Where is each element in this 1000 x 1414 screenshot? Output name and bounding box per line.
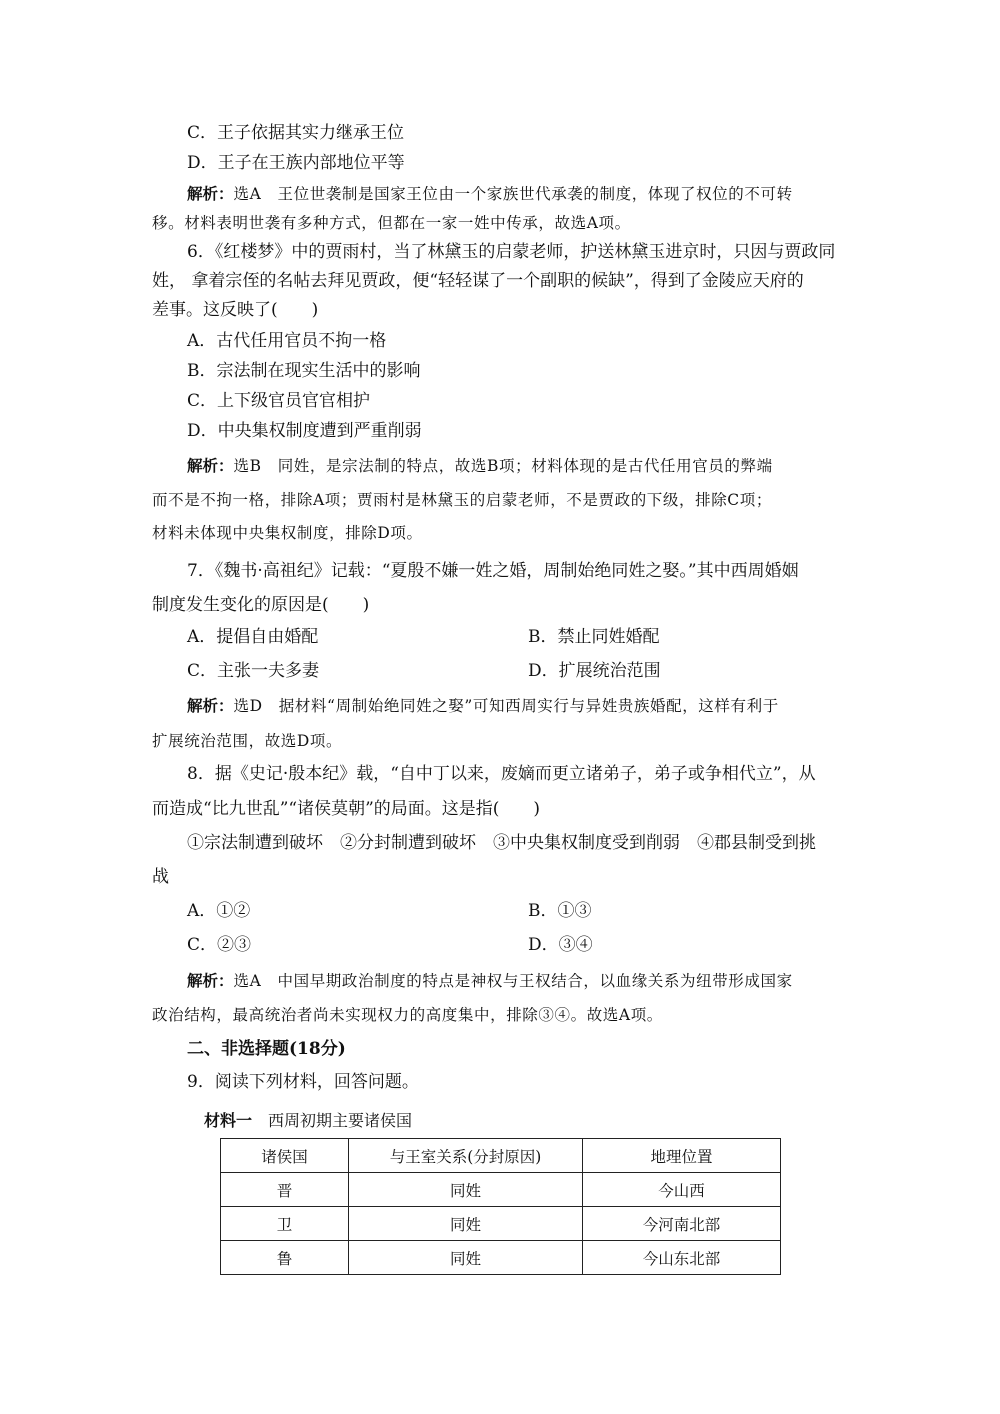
q8-analysis-line1: 解析：选A 中国早期政治制度的特点是神权与王权结合，以血缘关系为纽带形成国家: [187, 971, 793, 990]
q5-option-d: D．王子在王族内部地位平等: [187, 153, 405, 173]
material-caption: [204, 1108, 412, 1131]
table-cell: 鲁: [221, 1241, 349, 1275]
table-cell: 同姓: [349, 1241, 583, 1275]
material-label: 材料一: [204, 1111, 253, 1130]
table-cell: 卫: [221, 1207, 349, 1241]
table-cell: 同姓: [349, 1173, 583, 1207]
q6-option-c: C．上下级官员官官相护: [187, 391, 371, 411]
q7-analysis-line2: 扩展统治范围，故选D项。: [152, 732, 343, 750]
q6-analysis-line3: 材料未体现中央集权制度，排除D项。: [152, 524, 423, 542]
q7-options-row2: [187, 660, 887, 682]
q7-option-c: C．主张一夫多妻: [187, 661, 320, 681]
q8-option-d: D．③④: [528, 935, 593, 955]
table-row: [221, 1207, 781, 1241]
q6-option-a: A．古代任用官员不拘一格: [187, 331, 387, 351]
table-row: [221, 1173, 781, 1207]
q5-analysis-line1: 解析：选A 王位世袭制是国家王位由一个家族世代承袭的制度，体现了权位的不可转: [187, 184, 793, 203]
q6-stem-line1: 6．《红楼梦》中的贾雨村，当了林黛玉的启蒙老师，护送林黛玉进京时，只因与贾政同: [187, 242, 836, 262]
q6-option-b: B．宗法制在现实生活中的影响: [187, 361, 421, 381]
material-title: 西周初期主要诸侯国: [252, 1111, 413, 1130]
q6-stem-line2: 姓， 拿着宗侄的名帖去拜见贾政，便“轻轻谋了一个副职的候缺”，得到了金陵应天府的: [152, 271, 804, 291]
table-cell: 今山西: [583, 1173, 781, 1207]
q7-stem-line2: 制度发生变化的原因是( ): [152, 595, 370, 615]
q8-analysis-line2: 政治结构，最高统治者尚未实现权力的高度集中，排除③④。故选A项。: [152, 1006, 663, 1024]
q8-stem-line2: 而造成“比九世乱”“诸侯莫朝”的局面。这是指( ): [152, 799, 541, 819]
q8-stem-line1: 8．据《史记·殷本纪》载，“自中丁以来，废嫡而更立诸弟子，弟子或争相代立”，从: [187, 764, 816, 784]
q8-stem-line4: 战: [152, 867, 169, 887]
q8-options-row2: [187, 934, 887, 956]
q8-options-row1: [187, 900, 887, 922]
q6-analysis-line2: 而不是不拘一格，排除A项；贾雨村是林黛玉的启蒙老师，不是贾政的下级，排除C项；: [152, 491, 772, 509]
q8-option-a: A．①②: [187, 901, 251, 921]
q9-stem: 9．阅读下列材料，回答问题。: [187, 1072, 419, 1092]
q7-options-row1: [187, 626, 887, 648]
q6-option-d: D．中央集权制度遭到严重削弱: [187, 421, 422, 441]
table-header-cell: 诸侯国: [221, 1139, 349, 1173]
table-row: [221, 1241, 781, 1275]
section-heading: 二、非选择题(18分): [187, 1039, 346, 1059]
q7-stem-line1: 7．《魏书·高祖纪》记载：“夏殷不嫌一姓之婚，周制始绝同姓之娶。”其中西周婚姻: [187, 561, 799, 581]
table-header-cell: 与王室关系(分封原因): [349, 1139, 583, 1173]
q6-analysis-line1: 解析：选B 同姓，是宗法制的特点，故选B项；材料体现的是古代任用官员的弊端: [187, 456, 773, 475]
q7-analysis-line1: 解析：选D 据材料“周制始绝同姓之娶”可知西周实行与异姓贵族婚配，这样有利于: [187, 696, 779, 715]
q7-option-b: B．禁止同姓婚配: [528, 627, 660, 647]
table-cell: 今山东北部: [583, 1241, 781, 1275]
vassal-states-table: [220, 1138, 781, 1275]
table-header-cell: 地理位置: [583, 1139, 781, 1173]
q8-option-c: C．②③: [187, 935, 252, 955]
analysis-label: 解析：: [187, 971, 234, 990]
analysis-label: 解析：: [187, 696, 234, 715]
q8-option-b: B．①③: [528, 901, 592, 921]
q6-stem-line3: 差事。这反映了( ): [152, 300, 319, 320]
analysis-label: 解析：: [187, 184, 234, 203]
table-cell: 今河南北部: [583, 1207, 781, 1241]
table-cell: 同姓: [349, 1207, 583, 1241]
q7-option-a: A．提倡自由婚配: [187, 627, 319, 647]
q7-option-d: D．扩展统治范围: [528, 661, 661, 681]
q5-analysis-line2: 移。材料表明世袭有多种方式，但都在一家一姓中传承，故选A项。: [152, 214, 631, 232]
table-header-row: [221, 1139, 781, 1173]
table-cell: 晋: [221, 1173, 349, 1207]
q5-option-c: C．王子依据其实力继承王位: [187, 123, 405, 143]
analysis-label: 解析：: [187, 456, 234, 475]
q8-stem-line3: ①宗法制遭到破坏 ②分封制遭到破坏 ③中央集权制度受到削弱 ④郡县制受到挑: [187, 833, 816, 853]
